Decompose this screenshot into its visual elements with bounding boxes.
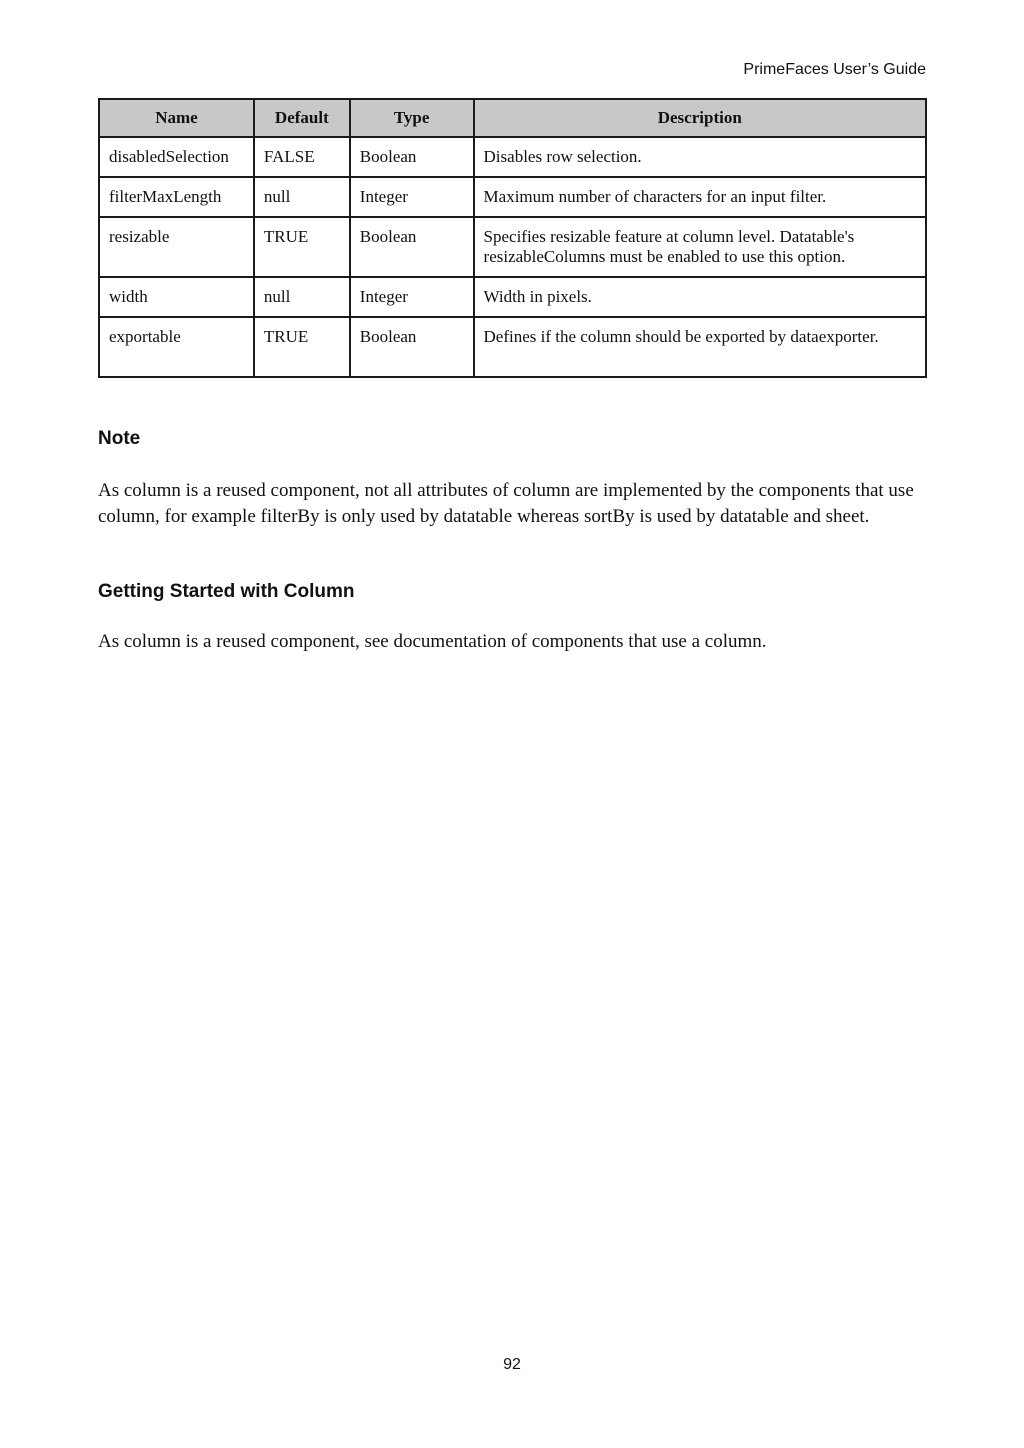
cell-name: resizable: [99, 217, 254, 277]
cell-name: disabledSelection: [99, 137, 254, 177]
page-number: 92: [503, 1356, 521, 1373]
note-heading: Note: [98, 428, 141, 449]
cell-type: Integer: [350, 177, 474, 217]
cell-name: width: [99, 277, 254, 317]
cell-type: Boolean: [350, 217, 474, 277]
cell-description: Defines if the column should be exported by dataexporter.: [474, 317, 926, 377]
cell-type: Integer: [350, 277, 474, 317]
getting-started-body: As column is a reused component, see documentation of components that use a column.: [98, 631, 767, 652]
cell-description: Disables row selection.: [474, 137, 926, 177]
table-row: [99, 217, 926, 277]
cell-default: null: [254, 277, 350, 317]
column-header-name: Name: [99, 99, 254, 137]
cell-default: TRUE: [254, 317, 350, 377]
note-body: As column is a reused component, not all attributes of column are implemented by the components that use column, for example filterBy is only used by datatable whereas sortBy is used by datatable and sheet.: [98, 480, 914, 527]
cell-type: Boolean: [350, 137, 474, 177]
table-row: [99, 277, 926, 317]
cell-default: FALSE: [254, 137, 350, 177]
table-row: [99, 177, 926, 217]
column-header-default: Default: [254, 99, 350, 137]
document-header-title: PrimeFaces User’s Guide: [743, 61, 926, 78]
cell-default: null: [254, 177, 350, 217]
attributes-table: [98, 98, 927, 378]
table-row: [99, 137, 926, 177]
cell-name: filterMaxLength: [99, 177, 254, 217]
cell-description: Maximum number of characters for an input filter.: [474, 177, 926, 217]
column-header-description: Description: [474, 99, 926, 137]
cell-type: Boolean: [350, 317, 474, 377]
table-row: [99, 317, 926, 377]
table-header-row: [99, 99, 926, 137]
cell-description: Specifies resizable feature at column level. Datatable's resizableColumns must be enabled to use this option.: [474, 217, 926, 277]
cell-name: exportable: [99, 317, 254, 377]
getting-started-heading: Getting Started with Column: [98, 581, 355, 602]
cell-default: TRUE: [254, 217, 350, 277]
cell-description: Width in pixels.: [474, 277, 926, 317]
column-header-type: Type: [350, 99, 474, 137]
